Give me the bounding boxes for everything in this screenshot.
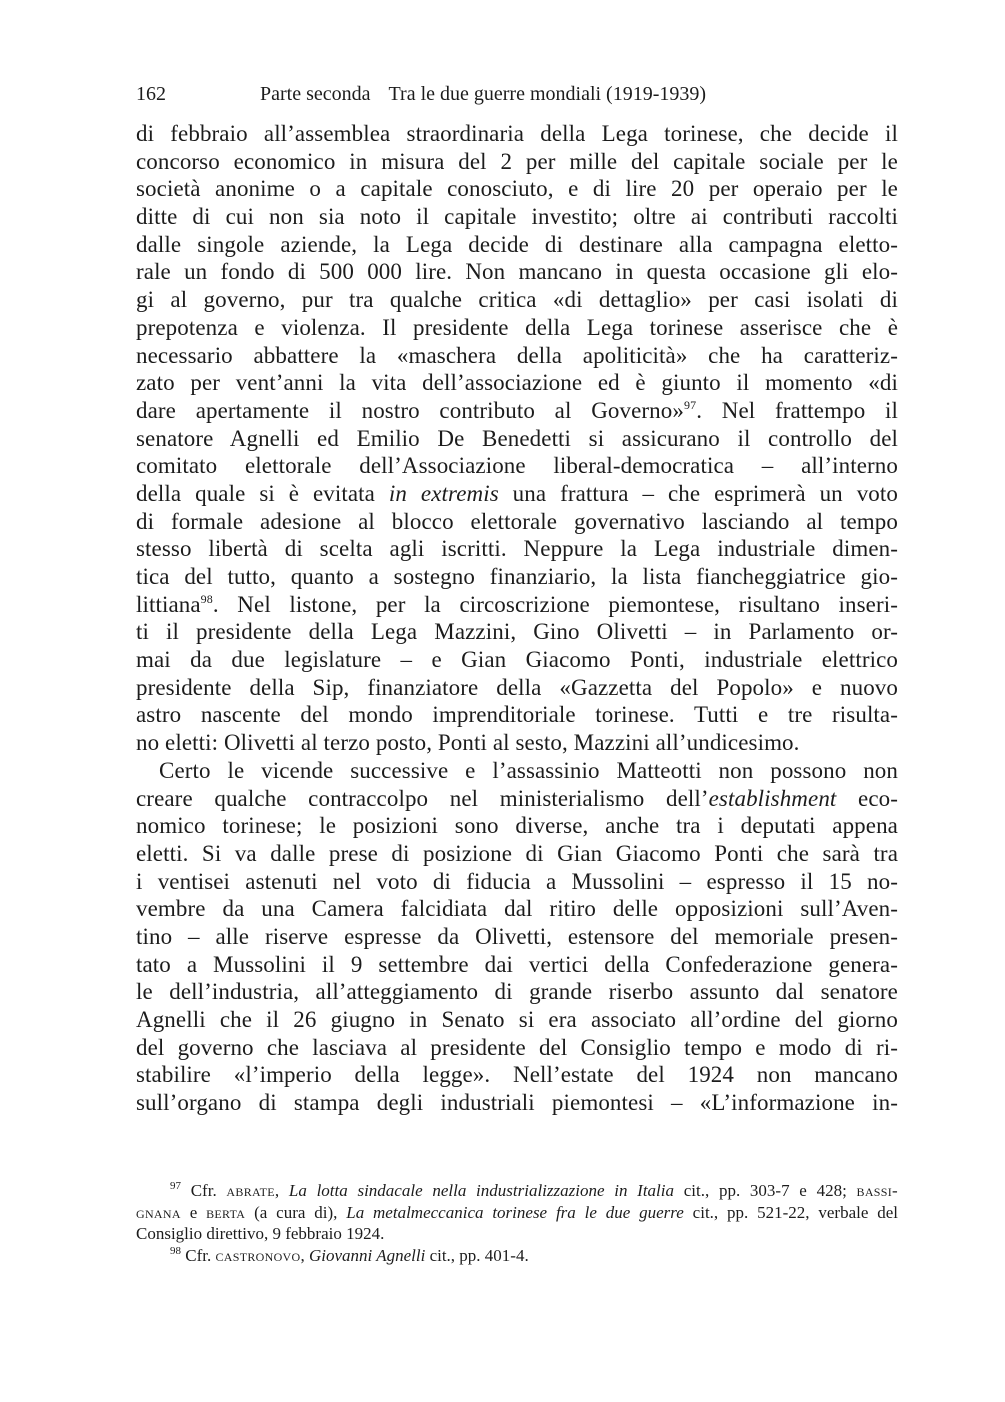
text-line: mai da due legislature – e Gian Giacomo Ponti, industriale elettrico — [136, 647, 898, 673]
text-line: tato a Mussolini il 9 settembre dai vertici della Confederazione genera- — [136, 951, 898, 977]
text-line: necessario abbattere la «maschera della apoliticità» che ha caratteriz- — [136, 342, 898, 368]
footnotes — [136, 1180, 898, 1266]
italic-phrase: establishment — [708, 785, 837, 811]
text-line: stesso libertà di scelta agli iscritti. Neppure la Lega industriale dimen- — [136, 536, 898, 562]
text-line: comitato elettorale dell’Associazione liberal-democratica – all’interno — [136, 453, 898, 479]
text-line: rale un fondo di 500 000 lire. Non mancano in questa occasione gli elo- — [136, 259, 898, 285]
text-line: zato per vent’anni la vita dell’associazione ed è giunto il momento «di — [136, 370, 898, 396]
footnote-ref-97: 97 — [683, 397, 697, 412]
page-number: 162 — [136, 83, 166, 105]
main-text — [136, 120, 898, 1117]
footnote-97-line: Consiglio direttivo, 9 febbraio 1924. — [136, 1224, 385, 1243]
italic-phrase: in extremis — [388, 480, 499, 506]
text-line: stabilire «l’imperio della legge». Nell’estate del 1924 non mancano — [136, 1062, 898, 1088]
text-line: dare apertamente il nostro contributo al Governo»$^{97}$. Nel frattempo il — [136, 397, 898, 423]
text-line: prepotenza e violenza. Il presidente della Lega torinese asserisce che è — [136, 314, 898, 340]
text-line: del governo che lasciava al presidente del Consiglio tempo e modo di ri- — [136, 1034, 898, 1060]
text-line: le dell’industria, all’atteggiamento di grande riserbo assunto dal senatore — [136, 979, 898, 1005]
text-line: ditte di cui non sia noto il capitale investito; oltre ai contributi raccolti — [136, 204, 898, 230]
text-line: Agnelli che il 26 giugno in Senato si era associato all’ordine del giorno — [136, 1007, 898, 1032]
text-line: creare qualche contraccolpo nel ministerialismo dell’establishment eco- — [136, 785, 899, 811]
text-line: concorso economico in misura del 2 per mille del capitale sociale per le — [136, 148, 898, 174]
text-line: ti il presidente della Lega Mazzini, Gino Olivetti – in Parlamento or- — [136, 619, 898, 645]
header-section: Tra le due guerre mondiali (1919-1939) — [388, 83, 707, 105]
text-line: astro nascente del mondo imprenditoriale torinese. Tutti e tre risulta- — [136, 702, 898, 728]
text-line: nomico torinese; le posizioni sono diverse, anche tra i deputati appena — [136, 813, 898, 839]
footnote-97: $^{97}$ Cfr. abrate, La lotta sindacale nella industrializzazione in Italia cit., pp. 303-7 e 428; bassi- — [170, 1180, 899, 1200]
text-line: della quale si è evitata in extremis una frattura – che esprimerà un voto — [136, 480, 898, 506]
text-line: vembre da una Camera falcidiata dal ritiro delle opposizioni sull’Aven- — [136, 896, 898, 922]
text-line: senatore Agnelli ed Emilio De Benedetti si assicurano il controllo del — [136, 425, 898, 451]
text-line: sull’organo di stampa degli industriali piemontesi – «L’informazione in- — [136, 1090, 898, 1116]
footnote-ref-98: 98 — [200, 591, 213, 606]
text-line: Certo le vicende successive e l’assassinio Matteotti non possono non — [159, 757, 898, 783]
text-line: tino – alle riserve espresse da Olivetti, estensore del memoriale presen- — [136, 923, 898, 949]
text-line: littiana$^{98}$. Nel listone, per la circoscrizione piemontese, risultano inseri- — [136, 591, 898, 617]
text-line: gi al governo, pur tra qualche critica «di dettaglio» per casi isolati di — [136, 287, 898, 313]
text-line: dalle singole aziende, la Lega decide di destinare alla campagna eletto- — [136, 231, 898, 257]
header-part: Parte seconda — [260, 83, 371, 105]
running-header — [136, 80, 706, 108]
text-line: tica del tutto, quanto a sostegno finanziario, la lista fiancheggiatrice gio- — [136, 564, 898, 589]
text-line: presidente della Sip, finanziatore della «Gazzetta del Popolo» e nuovo — [136, 674, 898, 700]
text-line: di febbraio all’assemblea straordinaria della Lega torinese, che decide il — [136, 121, 898, 146]
text-line: no eletti: Olivetti al terzo posto, Ponti al sesto, Mazzini all’undicesimo. — [136, 730, 800, 756]
text-line: eletti. Si va dalle prese di posizione di Gian Giacomo Ponti che sarà tra — [136, 840, 898, 866]
footnote-97-line: gnana e berta (a cura di), La metalmeccanica torinese fra le due guerre cit., pp. 521-22, verbale del — [136, 1202, 898, 1222]
footnote-98: $^{98}$ Cfr. castronovo, Giovanni Agnelli cit., pp. 401-4. — [170, 1244, 529, 1265]
text-line: società anonime o a capitale conosciuto, e di lire 20 per operaio per le — [136, 176, 898, 202]
text-line: di formale adesione al blocco elettorale governativo lasciando al tempo — [136, 508, 898, 534]
text-line: i ventisei astenuti nel voto di fiducia a Mussolini – espresso il 15 no- — [136, 868, 898, 894]
